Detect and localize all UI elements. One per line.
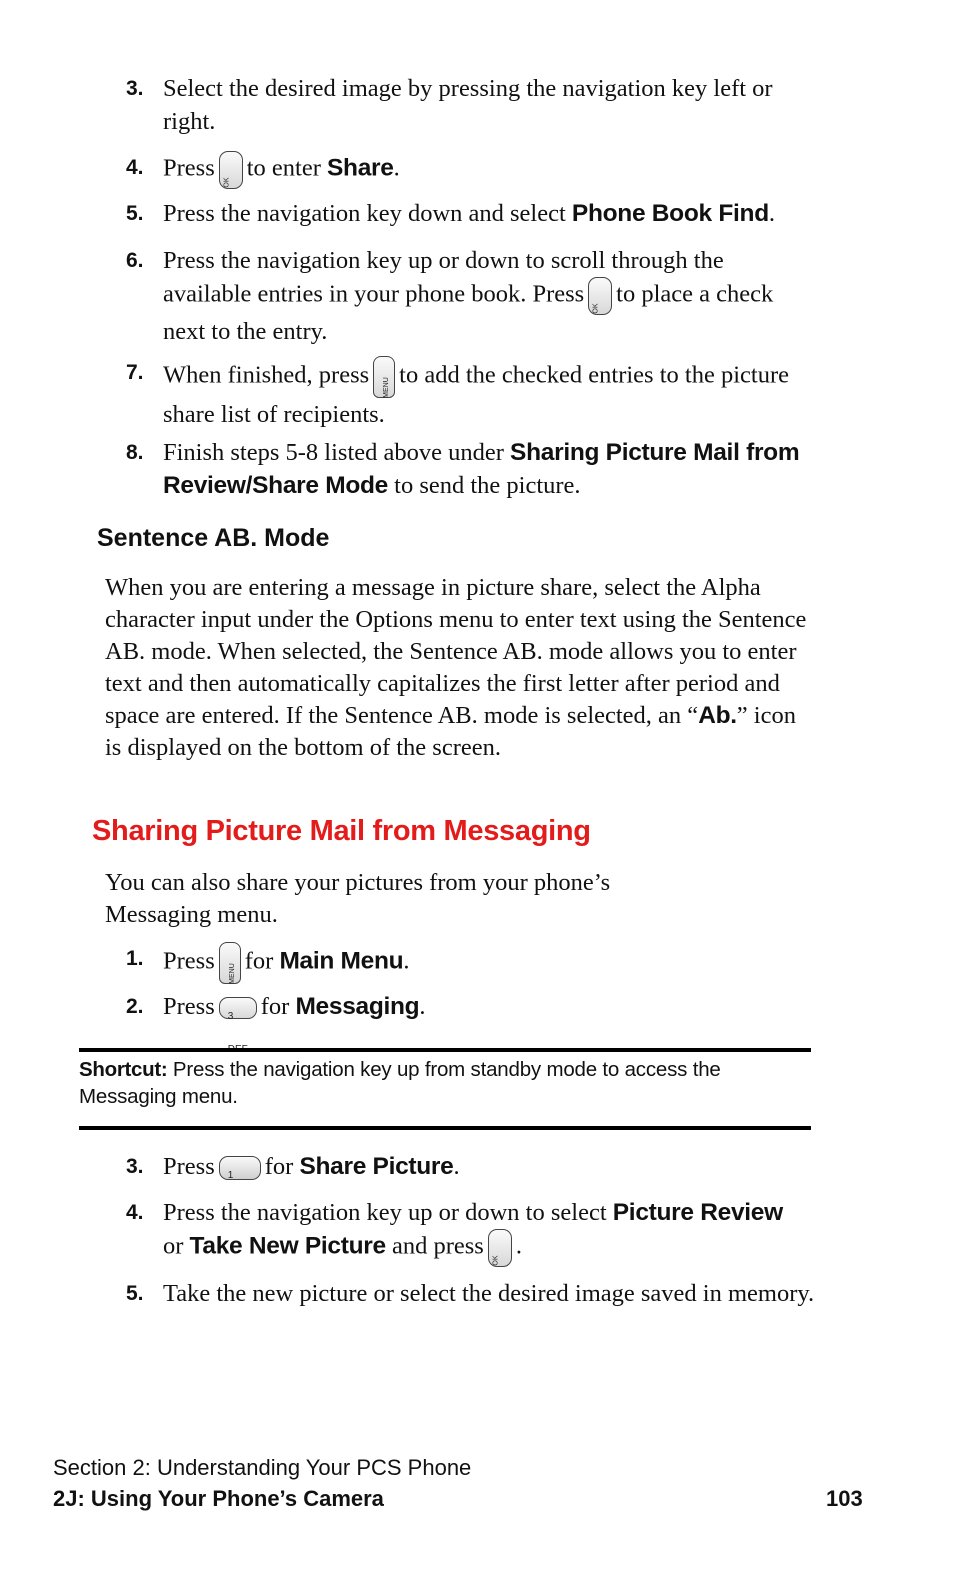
step-text: Press the navigation key up or down to select (163, 1199, 607, 1226)
step-5-take-or-select (126, 1277, 816, 1310)
menu-term: Picture Review (612, 1199, 783, 1226)
step-text: to add the checked entries to the picture share list of recipients. (163, 361, 789, 428)
step-text: to place a check next to the entry. (163, 280, 774, 345)
sentence-mode-paragraph: When you are entering a message in picture share, select the Alpha character input under the Options menu to enter text using the Sentence AB. mode. When selected, the Sentence AB. mode allows you to enter text and then automatically capitalizes the first letter after period and space are entered. If the Sentence AB. mode is selected, an “Ab.” icon is displayed on the bottom of the screen. (105, 574, 807, 761)
three-key-icon: 3 (219, 997, 257, 1019)
step-text: Select the desired image by pressing the navigation key left or right. (163, 75, 773, 135)
step-number: 4. (126, 1201, 144, 1224)
sharing-intro-paragraph: You can also share your pictures from your phone’s Messaging menu. (105, 869, 611, 928)
step-1-main-menu: 1. Press MENU for Main Menu. (126, 942, 826, 984)
step-7-press-menu (126, 356, 816, 431)
step-5-phone-book-find: 5. Press the navigation key down and select Phone Book Find. (126, 197, 826, 230)
step-4-press-ok: 4. Press OK to enter Share. (126, 151, 826, 189)
step-number: 5. (126, 202, 144, 225)
step-3-select-image (126, 72, 826, 138)
sentence-mode-heading: Sentence AB. Mode (97, 524, 330, 552)
menu-term: Phone Book Find (571, 200, 769, 227)
step-text: to enter (246, 154, 321, 182)
step-text: for (264, 1153, 294, 1180)
sharing-section-heading: Sharing Picture Mail from Messaging (92, 815, 591, 847)
shortcut-note (79, 1056, 814, 1110)
menu-key-icon: MENU (373, 356, 395, 398)
step-3-share-picture: 3. Press 1 for Share Picture. (126, 1150, 826, 1183)
step-6-scroll-entries (126, 244, 816, 348)
step-text: for (244, 947, 274, 975)
step-text: Press (163, 154, 215, 182)
step-text: Press the navigation key up or down to scroll through the available entries in your phone book. Press (163, 247, 724, 308)
step-text: Press (163, 993, 215, 1020)
step-4-select-picture-option: 4. Press the navigation key up or down to select Picture Review or Take New Picture and press OK . (126, 1196, 786, 1267)
step-number: 4. (126, 156, 144, 179)
step-text: Press (163, 1153, 215, 1180)
step-text: Take the new picture or select the desired image saved in memory. (163, 1280, 815, 1307)
step-text: Press the navigation key down and select (163, 200, 566, 227)
divider-top (79, 1048, 811, 1052)
step-number: 8. (126, 441, 144, 464)
ok-key-icon: OK (588, 277, 612, 315)
divider-bottom (79, 1126, 811, 1130)
ok-key-icon: OK (488, 1229, 512, 1267)
step-number: 6. (126, 249, 144, 272)
shortcut-label: Shortcut: (79, 1058, 168, 1081)
menu-term: Main Menu (279, 947, 404, 975)
shortcut-text: Press the navigation key up from standby mode to access the Messaging menu. (79, 1058, 721, 1108)
step-number: 3. (126, 77, 144, 100)
step-text: When finished, press (163, 361, 370, 389)
one-key-icon: 1 (219, 1156, 261, 1180)
step-number: 5. (126, 1282, 144, 1305)
step-text: Finish steps 5-8 listed above under (163, 439, 504, 466)
step-8-finish-steps: 8. Finish steps 5-8 listed above under Sharing Picture Mail from Review/Share Mode to send the picture. (126, 436, 816, 502)
menu-term: Share Picture (299, 1153, 454, 1180)
step-number: 3. (126, 1155, 144, 1178)
footer-chapter: 2J: Using Your Phone’s Camera (53, 1486, 384, 1511)
step-text: for (260, 993, 290, 1020)
step-number: 1. (126, 947, 144, 970)
section-reference: Sharing Picture Mail from Review/Share Mode (163, 439, 800, 499)
menu-term: Share (327, 154, 394, 182)
step-number: 2. (126, 995, 144, 1018)
page-number: 103 (826, 1486, 863, 1511)
menu-key-icon: MENU (219, 942, 241, 984)
step-2-messaging: 2. Press 3 for Messaging. (126, 990, 826, 1023)
step-text: Press (163, 947, 215, 975)
step-number: 7. (126, 361, 144, 384)
menu-term: Messaging (295, 993, 420, 1020)
menu-term: Take New Picture (189, 1232, 386, 1260)
footer-section: Section 2: Understanding Your PCS Phone (53, 1455, 472, 1480)
ab-icon-label: Ab. (698, 702, 737, 729)
ok-key-icon: OK (219, 151, 243, 189)
